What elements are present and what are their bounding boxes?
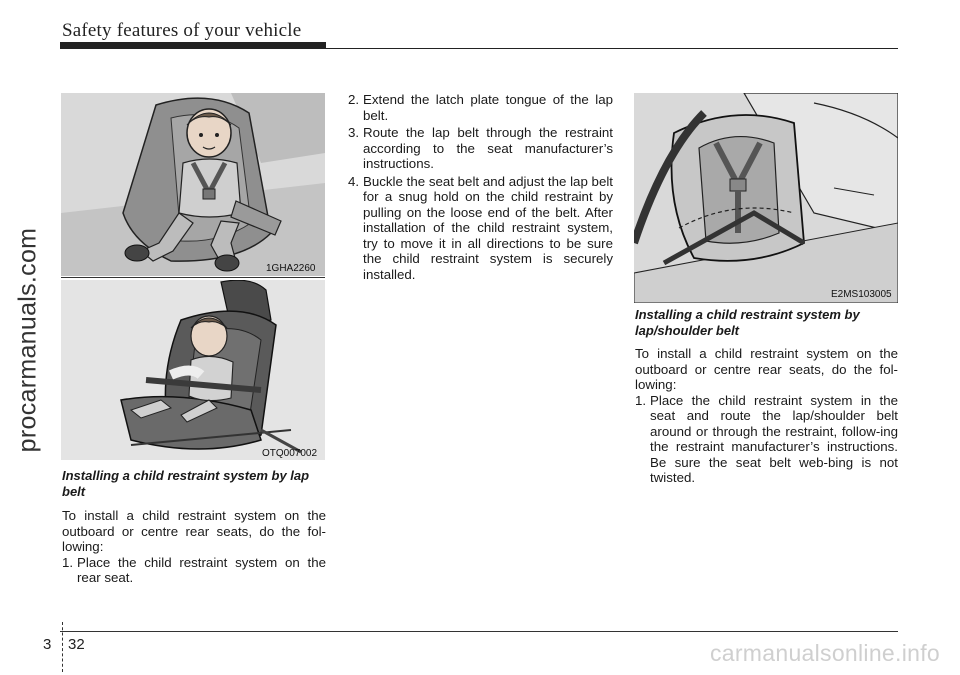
- car-seat-drawing: [61, 280, 325, 460]
- intro-paragraph: To install a child restraint system on the outboard or centre rear seats, do the fol-lowing:: [62, 508, 326, 554]
- step-text: Extend the latch plate tongue of the lap belt.: [363, 92, 613, 123]
- list-item: [62, 555, 326, 586]
- step-number: 3.: [348, 125, 360, 140]
- figure-divider: [61, 277, 325, 278]
- section-body-lap-shoulder-belt: [635, 346, 898, 488]
- step-text: Place the child restraint system on the rear seat.: [77, 554, 326, 585]
- page-number: 32: [68, 636, 85, 653]
- step-text: Route the lap belt through the restraint according to the seat manufacturer’s instructions.: [363, 125, 613, 171]
- list-item: [348, 174, 613, 283]
- side-watermark: [8, 210, 48, 470]
- section-caption-lap-belt: Installing a child restraint system by lap belt: [62, 468, 310, 499]
- section-caption-lap-shoulder-belt: Installing a child restraint system by lap/shoulder belt: [635, 307, 860, 338]
- list-item: [348, 125, 613, 172]
- header-rule: [60, 48, 898, 49]
- figure-child-seat-illustration: [61, 93, 325, 276]
- figure-car-seat-illustration: [61, 280, 325, 460]
- footer-divider: [62, 622, 63, 672]
- step-number: 4.: [348, 173, 360, 189]
- step-number: 1.: [635, 392, 647, 408]
- intro-paragraph: To install a child restraint system on the outboard or centre rear seats, do the fol-lowing:: [635, 346, 898, 392]
- step-list: [62, 555, 326, 586]
- page-header-title: Safety features of your vehicle: [62, 20, 302, 41]
- section-body-lap-belt: [62, 508, 326, 588]
- list-item: [348, 92, 613, 123]
- side-watermark-text: procarmanuals.com: [13, 227, 42, 453]
- figure-code-label: 1GHA2260: [266, 263, 316, 274]
- figure-code-label: E2MS103005: [831, 289, 892, 300]
- step-text: Place the child restraint system in the seat and route the lap/shoulder belt around or through the restraint, follow-ing the restraint manufacturer’s instructions. Be sure the seat belt web-bing is not twisted.: [650, 392, 898, 485]
- step-number: 2.: [348, 92, 360, 107]
- step-text: Buckle the seat belt and adjust the lap belt for a snug hold on the child restraint by pulling on the loose end of the belt. After installation of the child restraint system, try to move it in all directions to be sure the child restraint system is securely installed.: [363, 173, 613, 282]
- harness-seat-drawing: [634, 93, 898, 303]
- step-list: [635, 393, 898, 486]
- footer-rule: [60, 631, 898, 632]
- child-seat-drawing: [61, 93, 325, 276]
- chapter-number: 3: [43, 636, 52, 653]
- section-body-steps-continued: [348, 92, 613, 284]
- list-item: [635, 393, 898, 486]
- figure-harness-seat-illustration: [634, 93, 898, 303]
- step-list: [348, 92, 613, 282]
- step-number: 1.: [62, 554, 74, 570]
- bottom-watermark: carmanualsonline.info: [709, 640, 940, 666]
- figure-code-label: OTQ007002: [262, 448, 318, 459]
